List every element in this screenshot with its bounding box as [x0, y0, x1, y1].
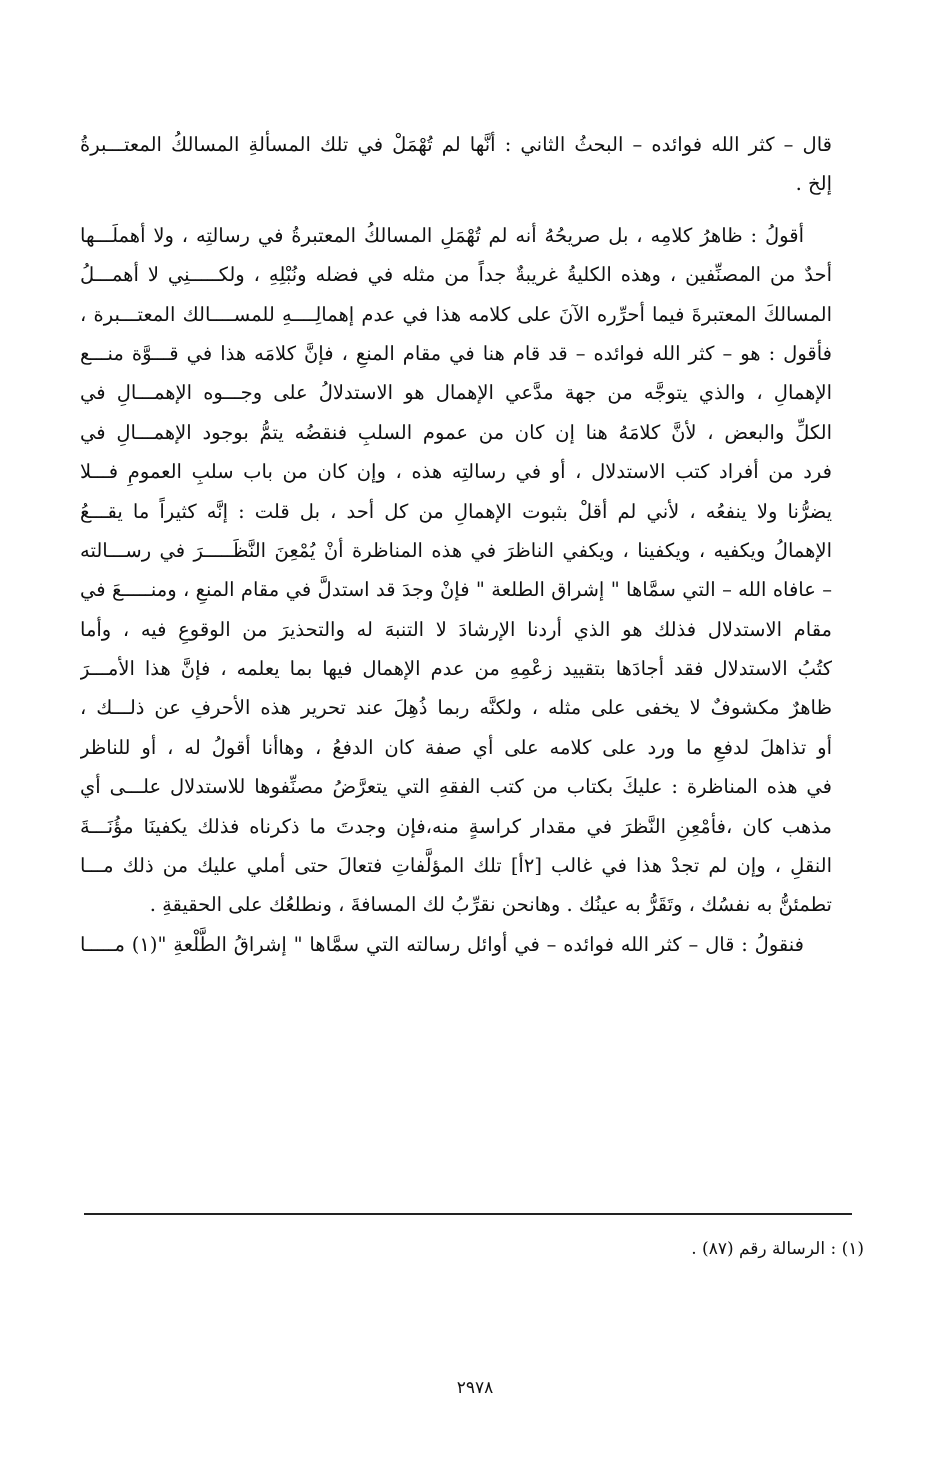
text-line: مقام الاستدلال فذلك هو الذي أردنا الإرشادَ لا التنبهَ له والتحذيرَ من الوقوعِ فيه ، وأما — [80, 617, 832, 641]
text-line: الإهمالُ ويكفيه ، ويكفينا ، ويكفي الناظرَ في هذه المناظرة أنْ يُمْعِنَ النَّظَـــــرَ في رســـالته — [80, 538, 832, 562]
text-line: الإهمالِ ، والذي يتوجَّه من جهة مدَّعي الإهمال هو الاستدلالُ على وجـــوه الإهمـــالِ في — [80, 381, 832, 405]
page-number: ٢٩٧٨ — [456, 1378, 494, 1398]
text-line: أحدٌ من المصنِّفين ، وهذه الكليةُ غريبةٌ جداً من مثله في فضله ونُبْلِهِ ، ولكـــــنِي لا أهمـــلُ — [80, 263, 832, 287]
text-line: الكلِّ والبعض ، لأنَّ كلامَهُ هنا إن كان من عموم السلبِ فنقضُه يتمُّ بوجود الإهمـــالِ في — [80, 420, 832, 444]
text-line: أقولُ : ظاهرُ كلامِه ، بل صريحُهُ أنه لم تُهْمَلِ المسالكُ المعتبرةُ في رسالتِه ، ولا أهملَـــها — [80, 223, 804, 247]
footnote-divider — [84, 1213, 852, 1215]
text-line: فرد من أفراد كتب الاستدلال ، أو في رسالتِه هذه ، وإن كان من باب سلبِ العمومِ فـــلا — [80, 460, 832, 484]
text-line: كتُبُ الاستدلال فقد أجادَها بتقييد زعْمِهِ من عدم الإهمال فيها بما يعلمه ، فإنَّ هذا الأمـــرَ — [80, 657, 832, 681]
text-line: أو تذاهلَ لدفعِ ما ورد على كلامه على أي صفة كان الدفعُ ، وهاأنا أقولُ له ، أو للناظر — [80, 735, 832, 759]
text-line: قال – كثر الله فوائده – البحثُ الثاني : أنَّها لم تُهْمَلْ في تلك المسألةِ المسالكُ المعتـــبرةُ — [80, 133, 832, 156]
text-line: تطمئنُّ به نفسُك ، وتَقَرُّ به عينُك . وهانحن نقرِّبُ لك المسافةَ ، ونطلعُك على الحقيقةِ . — [149, 893, 832, 917]
text-line: – عافاه الله – التي سمَّاها " إشراق الطلعة " فإنْ وجدَ قد استدلَّ في مقام المنعِ ، ومنـــــعَ في — [80, 578, 832, 602]
text-line: مذهب كان ،فأمْعِنِ النَّظرَ في مقدار كراسةٍ منه،فإن وجدتَ ما ذكرناه فذلك يكفينَا مؤُنَـــةَ — [80, 814, 832, 838]
text-line: النقلِ ، وإن لم تجدْ هذا في غالب [٢أ] تلك المؤلَّفاتِ فتعالَ حتى أملي عليك من ذلك مـــا — [80, 854, 832, 878]
text-line: فنقولُ : قال – كثر الله فوائده – في أوائل رسالته التي سمَّاها " إشراقُ الطَّلْعةِ "(١) مـــــا — [80, 932, 804, 956]
text-line: إلخ . — [795, 172, 832, 196]
text-line: في هذه المناظرة : عليكَ بكتاب من كتب الفقهِ التي يتعرَّضُ مصنِّفوها للاستدلال علـــى أي — [80, 775, 832, 799]
text-line: ظاهرٌ مكشوفٌ لا يخفى على مثله ، ولكنَّه ربما ذُهِلَ عند تحرير هذه الأحرفِ عن ذلـــك ، — [80, 696, 832, 720]
text-line: فأقول : هو – كثر الله فوائده – قد قام هنا في مقام المنعِ ، فإنَّ كلامَه هذا في قـــوَّة منـــع — [80, 341, 832, 365]
main-text — [80, 125, 832, 964]
footnote: (١) : الرسالة رقم (٨٧) . — [691, 1239, 864, 1259]
text-line: يضرُّنا ولا ينفعُه ، لأني لم أقلْ بثبوت الإهمالِ من كل أحد ، بل قلت : إنَّه كثيراً ما يقـــعُ — [80, 499, 832, 523]
text-line: المسالكَ المعتبرةَ فيما أحرِّره الآنَ على كلامه هذا في عدم إهمالِــــهِ للمســــالك المعتـــبرة ، — [80, 302, 832, 326]
